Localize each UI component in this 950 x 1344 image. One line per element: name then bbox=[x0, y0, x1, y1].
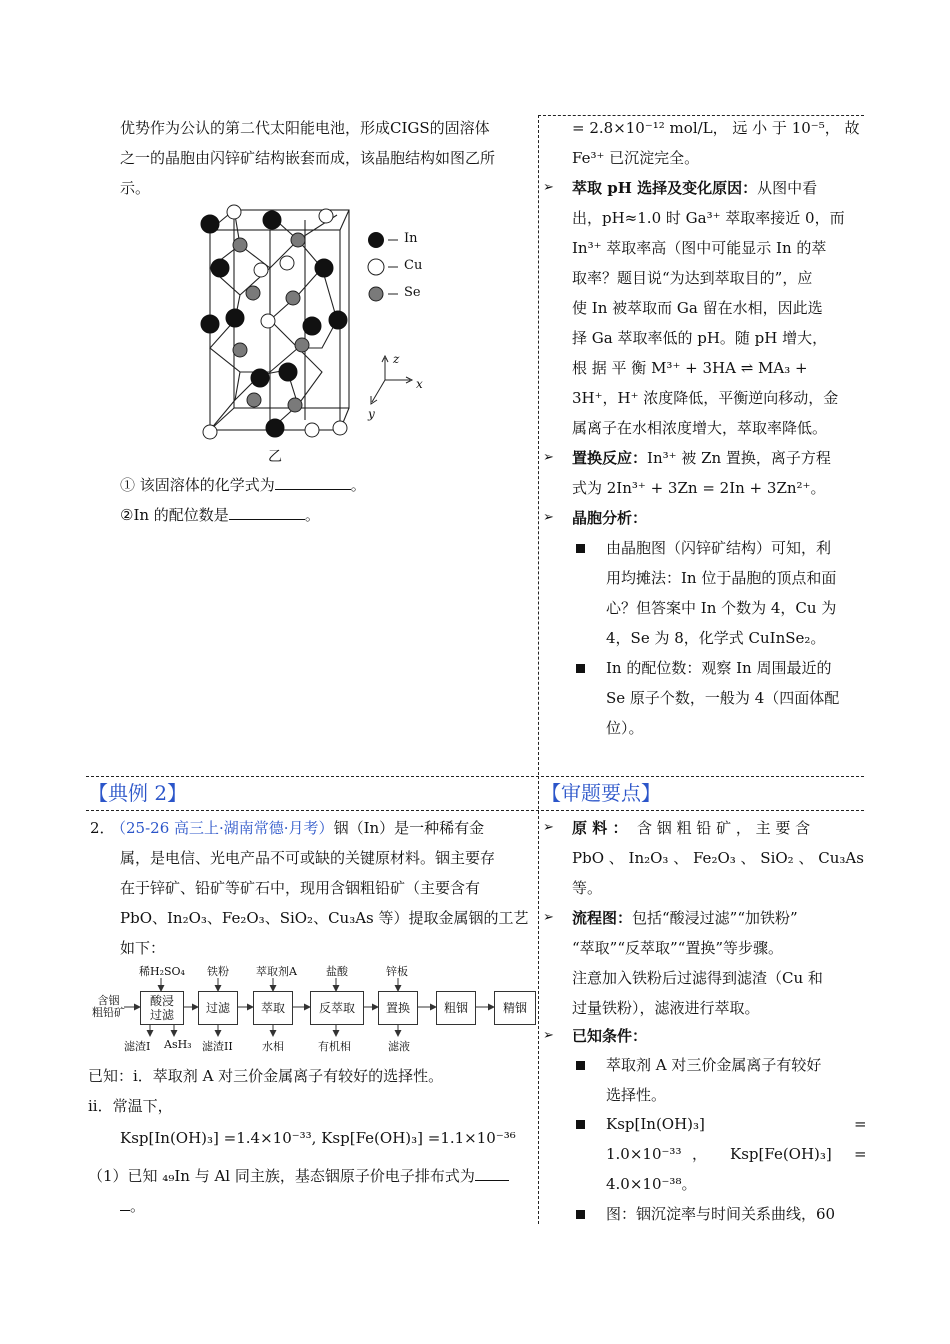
cell-analysis-2-line-1: In 的配位数：观察 In 周围最近的 bbox=[606, 659, 832, 677]
question-2-line-1 bbox=[111, 813, 484, 843]
known-condition-a-line-2: 选择性。 bbox=[606, 1086, 667, 1104]
output-aqueous-phase: 水相 bbox=[262, 1040, 284, 1053]
bullet-replacement-rest: In³⁺ 被 Zn 置换，离子方程 bbox=[647, 449, 831, 467]
ksp-note-line-2d: = bbox=[854, 1145, 867, 1163]
output-organic-phase: 有机相 bbox=[318, 1040, 351, 1053]
question-text-line-2: 之一的晶胞由闪锌矿结构嵌套而成，该晶胞结构如图乙所 bbox=[120, 149, 496, 167]
flow-box-back-extract: 反萃取 bbox=[310, 991, 364, 1025]
column-divider-top bbox=[538, 115, 539, 775]
flow-box-acid-leach-line-2: 过滤 bbox=[149, 1008, 174, 1022]
flowchart-note-line-3: 注意加入铁粉后过滤得到滤渣（Cu 和 bbox=[572, 969, 823, 987]
section-divider-top bbox=[86, 776, 864, 777]
known-conditions-title: 已知条件： bbox=[572, 1027, 648, 1045]
flow-box-replace: 置换 bbox=[378, 991, 418, 1025]
square-bullet-icon bbox=[576, 544, 585, 553]
output-arsine: AsH₃ bbox=[164, 1038, 192, 1051]
output-filtrate: 滤液 bbox=[388, 1040, 410, 1053]
flow-box-extract: 萃取 bbox=[253, 991, 293, 1025]
bullet-extraction-title: 萃取 pH 选择及变化原因： bbox=[572, 179, 758, 197]
question-2-line-2: 属，是电信、光电产品不可或缺的关键原材料。铟主要存 bbox=[120, 849, 496, 867]
sub-question-1 bbox=[88, 1161, 509, 1191]
known-condition-1: 已知：i．萃取剂 A 对三价金属离子有较好的选择性。 bbox=[88, 1067, 444, 1085]
bullet-extraction-rest: 从图中看 bbox=[757, 179, 818, 197]
reagent-hydrochloric-acid: 盐酸 bbox=[326, 965, 348, 978]
question-2-line-1-rest: 铟（In）是一种稀有金 bbox=[333, 819, 485, 837]
flowchart-note-title: 流程图： bbox=[572, 909, 633, 927]
legend-cu-label: Cu bbox=[404, 258, 423, 273]
square-bullet-icon bbox=[576, 1210, 585, 1219]
flowchart-note-line-1 bbox=[572, 903, 798, 933]
flow-input-line-2: 粗铅矿 bbox=[92, 1006, 125, 1019]
section-divider-bottom bbox=[86, 810, 864, 811]
raw-material-title: 原 料 ： bbox=[572, 819, 628, 837]
bullet-extraction-line-8: 3H⁺，H⁺ 浓度降低，平衡逆向移动，金 bbox=[572, 389, 839, 407]
question-text-line-3: 示。 bbox=[120, 179, 151, 197]
bullet-extraction-line-1 bbox=[572, 173, 817, 203]
answer-blank-1 bbox=[275, 489, 351, 490]
square-bullet-icon bbox=[576, 664, 585, 673]
cell-analysis-1-line-1: 由晶胞图（闪锌矿结构）可知，利 bbox=[606, 539, 832, 557]
cell-analysis-1-line-2: 用均摊法：In 位于晶胞的顶点和面 bbox=[606, 569, 837, 587]
flowchart-note-line-2: “萃取”“反萃取”“置换”等步骤。 bbox=[572, 939, 784, 957]
flow-box-acid-leach-line-1: 酸浸 bbox=[149, 994, 174, 1008]
output-residue-2: 滤渣II bbox=[202, 1040, 233, 1053]
bullet-arrow-icon: ➢ bbox=[543, 1028, 554, 1043]
flow-box-refined-indium: 精铟 bbox=[494, 991, 536, 1025]
sub-question-1-continued bbox=[120, 1191, 145, 1221]
cell-analysis-2-line-3: 位）。 bbox=[606, 719, 644, 737]
bullet-arrow-icon: ➢ bbox=[543, 510, 554, 525]
flowchart-note-line-4: 过量铁粉），滤液进行萃取。 bbox=[572, 999, 760, 1017]
known-condition-2: ii．常温下， bbox=[88, 1097, 173, 1115]
bullet-extraction-line-3: In³⁺ 萃取率高（图中可能显示 In 的萃 bbox=[572, 239, 827, 257]
reagent-extractant-a: 萃取剂A bbox=[256, 965, 297, 978]
square-bullet-icon bbox=[576, 1061, 585, 1070]
bullet-arrow-icon: ➢ bbox=[543, 450, 554, 465]
bullet-extraction-line-5: 使 In 被萃取而 Ga 留在水相，因此选 bbox=[572, 299, 823, 317]
bullet-extraction-line-2: 出，pH≈1.0 时 Ga³⁺ 萃取率接近 0，而 bbox=[572, 209, 845, 227]
answer-blank-2 bbox=[229, 519, 305, 520]
sub-question-1-text: （1）已知 ₄₉In 与 Al 同主族，基态铟原子价电子排布式为 bbox=[88, 1167, 475, 1185]
sub-question-1-end: 。 bbox=[130, 1197, 146, 1215]
square-bullet-icon bbox=[576, 1120, 585, 1129]
bullet-extraction-line-4: 取率？题目说“为达到萃取目的”，应 bbox=[572, 269, 813, 287]
ksp-note-line-1a: Ksp[In(OH)₃] bbox=[606, 1115, 705, 1133]
ksp-note-line-2b: ， bbox=[692, 1145, 708, 1163]
cell-analysis-1-line-3: 心？但答案中 In 个数为 4，Cu 为 bbox=[606, 599, 837, 617]
cell-analysis-2-line-2: Se 原子个数，一般为 4（四面体配 bbox=[606, 689, 840, 707]
figure-caption: 乙 bbox=[268, 449, 282, 465]
ksp-formula: Ksp[In(OH)₃] =1.4×10⁻³³, Ksp[Fe(OH)₃] =1.1×10⁻³⁶ bbox=[120, 1129, 516, 1147]
raw-material-rest: 含 铟 粗 铅 矿 ， 主 要 含 bbox=[637, 819, 811, 837]
known-condition-a-line-1: 萃取剂 A 对三价金属离子有较好 bbox=[606, 1056, 822, 1074]
ksp-note-line-3: 4.0×10⁻³⁸。 bbox=[606, 1175, 697, 1193]
question-2-line-5: 如下： bbox=[120, 939, 166, 957]
bullet-cell-analysis-title: 晶胞分析： bbox=[572, 509, 648, 527]
right-line-1: = 2.8×10⁻¹² mol/L， 远 小 于 10⁻⁵， 故 bbox=[572, 119, 860, 137]
raw-material-line-2: PbO 、 In₂O₃ 、 Fe₂O₃ 、 SiO₂ 、 Cu₃As bbox=[572, 849, 864, 867]
bullet-extraction-line-9: 属离子在水相浓度增大，萃取率降低。 bbox=[572, 419, 828, 437]
graph-note-line-1: 图：铟沉淀率与时间关系曲线，60 bbox=[606, 1205, 836, 1223]
axis-x-label: x bbox=[416, 377, 423, 391]
question-2-text: ②In 的配位数是 bbox=[120, 506, 229, 524]
example-2-header: 【典例 2】 bbox=[88, 781, 188, 805]
question-2-line-4: PbO、In₂O₃、Fe₂O₃、SiO₂、Cu₃As 等）提取金属铟的工艺 bbox=[120, 909, 529, 927]
question-source-link[interactable]: （25-26 高三上·湖南常德·月考） bbox=[111, 819, 334, 837]
question-2-number: 2． bbox=[90, 819, 115, 837]
question-2-line-3: 在于锌矿、铅矿等矿石中，现用含铟粗铅矿（主要含有 bbox=[120, 879, 481, 897]
reagent-iron-powder: 铁粉 bbox=[207, 965, 229, 978]
bullet-replacement-line-1 bbox=[572, 443, 831, 473]
bullet-arrow-icon: ➢ bbox=[543, 910, 554, 925]
question-1-text: ① 该固溶体的化学式为 bbox=[120, 476, 275, 494]
right-line-2: Fe³⁺ 已沉淀完全。 bbox=[572, 149, 700, 167]
raw-material-line-3: 等。 bbox=[572, 879, 603, 897]
question-1-end: 。 bbox=[350, 476, 366, 494]
flow-box-crude-indium: 粗铟 bbox=[436, 991, 476, 1025]
ksp-note-line-1b: = bbox=[854, 1115, 867, 1133]
review-points-header: 【审题要点】 bbox=[541, 781, 661, 805]
flow-box-acid-leach bbox=[140, 991, 184, 1025]
question-2-end: 。 bbox=[304, 506, 320, 524]
reagent-sulfuric-acid: 稀H₂SO₄ bbox=[139, 965, 185, 978]
answer-blank-3 bbox=[475, 1180, 509, 1181]
flowchart-note-rest: 包括“酸浸过滤”“加铁粉” bbox=[632, 909, 798, 927]
bullet-arrow-icon: ➢ bbox=[543, 820, 554, 835]
bullet-arrow-icon: ➢ bbox=[543, 180, 554, 195]
flow-input-label bbox=[92, 995, 125, 1019]
bullet-replacement-line-2: 式为 2In³⁺ + 3Zn = 2In + 3Zn²⁺。 bbox=[572, 479, 826, 497]
bullet-replacement-title: 置换反应： bbox=[572, 449, 648, 467]
reagent-zinc-plate: 锌板 bbox=[386, 965, 408, 978]
question-text-line-1: 优势作为公认的第二代太阳能电池，形成CIGS的固溶体 bbox=[120, 119, 490, 137]
cell-analysis-1-line-4: 4，Se 为 8，化学式 CuInSe₂。 bbox=[606, 629, 826, 647]
legend-in-label: In bbox=[404, 231, 418, 246]
question-1 bbox=[120, 470, 366, 500]
question-2 bbox=[120, 500, 320, 530]
axis-z-label: z bbox=[393, 352, 400, 366]
bullet-extraction-line-6: 择 Ga 萃取率低的 pH。随 pH 增大， bbox=[572, 329, 828, 347]
flow-box-filter: 过滤 bbox=[198, 991, 238, 1025]
bullet-extraction-line-7: 根 据 平 衡 M³⁺ + 3HA ⇌ MA₃ + bbox=[572, 359, 808, 377]
raw-material-line-1 bbox=[572, 813, 810, 843]
output-residue-1: 滤渣I bbox=[124, 1040, 151, 1053]
legend-se-label: Se bbox=[404, 285, 421, 300]
column-divider-bottom bbox=[538, 776, 539, 1224]
ksp-note-line-2c: Ksp[Fe(OH)₃] bbox=[730, 1145, 832, 1163]
axis-y-label: y bbox=[368, 407, 375, 421]
ksp-note-line-2a: 1.0×10⁻³³ bbox=[606, 1145, 682, 1163]
flow-input-line-1: 含铟 bbox=[97, 994, 120, 1007]
answer-blank-3-tail bbox=[120, 1210, 130, 1211]
crystal-cell-figure bbox=[190, 200, 440, 465]
